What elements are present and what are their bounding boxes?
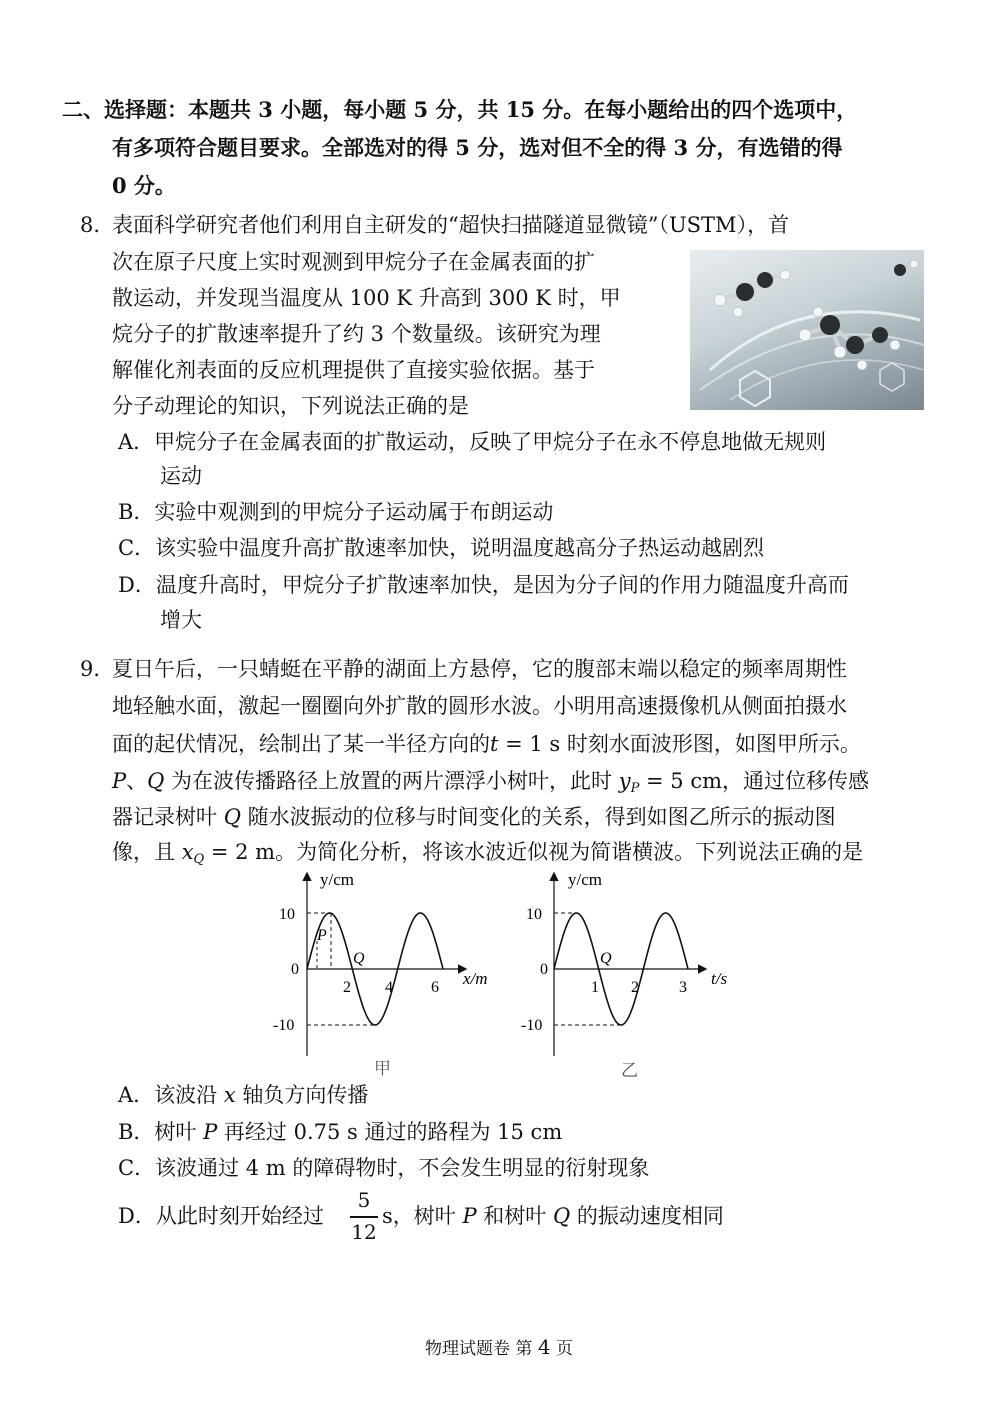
caption-yi: 乙 xyxy=(621,1061,638,1080)
q8-option-d-cont: 增大 xyxy=(160,608,202,632)
q8-stem-line: 散运动，并发现当温度从 100 K 升高到 300 K 时，甲 xyxy=(112,286,621,310)
text: B．树叶 xyxy=(118,1120,204,1144)
q9-number: 9． xyxy=(80,657,115,681)
page-number: 4 xyxy=(537,1335,551,1359)
section-heading-line3: 0 分。 xyxy=(112,173,176,198)
text: A．该波沿 xyxy=(118,1083,224,1107)
yi-ylabel: y/cm xyxy=(568,870,602,889)
jia-point-q: Q xyxy=(353,950,365,967)
yi-point-q: Q xyxy=(600,950,612,967)
text: 轴负方向传播 xyxy=(235,1083,369,1107)
var-y: y xyxy=(618,769,631,793)
text: 、 xyxy=(126,769,148,793)
var-Q: Q xyxy=(552,1204,571,1228)
footer-suffix: 页 xyxy=(550,1339,573,1359)
text: 再经过 0.75 s 通过的路程为 15 cm xyxy=(217,1120,563,1144)
jia-xtick: 2 xyxy=(343,979,351,996)
fraction-denominator: 12 xyxy=(351,1220,377,1244)
var-Q: Q xyxy=(147,769,165,793)
yi-ytick: -10 xyxy=(521,1017,543,1034)
figure-jia xyxy=(273,870,488,1056)
var-x: x xyxy=(181,840,194,864)
figure-yi xyxy=(521,870,727,1056)
q8-option-a: A．甲烷分子在金属表面的扩散运动，反映了甲烷分子在永不停息地做无规则 xyxy=(118,430,827,454)
q8-option-d: D．温度升高时，甲烷分子扩散速率加快，是因为分子间的作用力随温度升高而 xyxy=(118,573,849,597)
text: 为在波传播路径上放置的两片漂浮小树叶，此时 xyxy=(164,769,619,793)
q9-stem-line: 地轻触水面，激起一圈圈向外扩散的圆形水波。小明用高速摄像机从侧面拍摄水 xyxy=(112,694,847,718)
q9-stem-line: 夏日午后，一只蜻蜓在平静的湖面上方悬停，它的腹部末端以稳定的频率周期性 xyxy=(112,657,847,681)
text: 随水波振动的位移与时间变化的关系，得到如图乙所示的振动图 xyxy=(240,805,836,829)
fraction-bar xyxy=(350,1216,378,1218)
yi-ytick: 10 xyxy=(526,906,542,923)
q9-option-b xyxy=(118,1118,562,1146)
jia-ytick: -10 xyxy=(273,1017,295,1034)
q8-option-a-cont: 运动 xyxy=(160,464,202,488)
section-heading-line2: 有多项符合题目要求。全部选对的得 5 分，选对但不全的得 3 分，有选错的得 xyxy=(112,135,843,160)
var-P: P xyxy=(112,769,127,793)
yi-xtick: 3 xyxy=(679,979,687,996)
yi-xlabel: t/s xyxy=(711,969,728,988)
var-P: P xyxy=(203,1120,218,1144)
yi-ytick: 0 xyxy=(540,961,548,978)
molecule-illustration xyxy=(690,250,924,410)
q9-stem-line xyxy=(112,767,869,803)
jia-ytick: 10 xyxy=(279,906,295,923)
q9-stem-line xyxy=(112,730,861,758)
jia-point-p: P xyxy=(317,927,327,944)
q9-option-d-rest xyxy=(382,1202,724,1230)
yi-xtick: 1 xyxy=(591,979,599,996)
q8-option-c: C．该实验中温度升高扩散速率加快，说明温度越高分子热运动越剧烈 xyxy=(118,536,765,560)
q9-option-a xyxy=(118,1081,368,1109)
subscript-P: P xyxy=(630,781,640,796)
jia-xtick: 6 xyxy=(431,979,439,996)
yi-xtick: 2 xyxy=(631,979,639,996)
var-Q: Q xyxy=(223,805,241,829)
text: 器记录树叶 xyxy=(112,805,224,829)
section-heading-line1: 二、选择题：本题共 3 小题，每小题 5 分，共 15 分。在每小题给出的四个选项中， xyxy=(62,97,858,122)
jia-xtick: 4 xyxy=(385,979,393,996)
q9-option-d-lead: D．从此时刻开始经过 xyxy=(118,1204,324,1228)
text: = 5 cm，通过位移传感 xyxy=(639,769,869,793)
q8-stem-line: 次在原子尺度上实时观测到甲烷分子在金属表面的扩 xyxy=(112,250,595,274)
caption-jia: 甲 xyxy=(374,1059,391,1078)
page-footer xyxy=(0,1334,998,1359)
subscript-Q: Q xyxy=(193,852,205,867)
molecule-photo xyxy=(690,250,924,410)
text: 面的起伏情况，绘制出了某一半径方向的 xyxy=(112,732,490,756)
text: = 2 m。为简化分析，将该水波近似视为简谐横波。下列说法正确的是 xyxy=(204,840,864,864)
var-t: t xyxy=(490,732,499,756)
q9-stem-line xyxy=(112,803,836,831)
jia-ylabel: y/cm xyxy=(320,870,354,889)
q8-option-b: B．实验中观测到的甲烷分子运动属于布朗运动 xyxy=(118,500,554,524)
q8-stem-line: 烷分子的扩散速率提升了约 3 个数量级。该研究为理 xyxy=(112,322,601,346)
q8-stem-line: 分子动理论的知识，下列说法正确的是 xyxy=(112,394,469,418)
var-x: x xyxy=(223,1083,236,1107)
text: s，树叶 xyxy=(382,1204,463,1228)
q8-stem-line: 表面科学研究者他们利用自主研发的“超快扫描隧道显微镜”（USTM），首 xyxy=(112,213,790,237)
jia-xlabel: x/m xyxy=(463,969,488,988)
text: 和树叶 xyxy=(476,1204,553,1228)
jia-ytick: 0 xyxy=(291,961,299,978)
text: = 1 s 时刻水面波形图，如图甲所示。 xyxy=(498,732,861,756)
q8-stem-line: 解催化剂表面的反应机理提供了直接实验依据。基于 xyxy=(112,358,595,382)
fraction-numerator: 5 xyxy=(357,1188,371,1212)
footer-prefix: 物理试题卷 第 xyxy=(425,1339,538,1359)
text: 像，且 xyxy=(112,840,182,864)
text: 的振动速度相同 xyxy=(570,1204,724,1228)
var-P: P xyxy=(462,1204,477,1228)
wave-figures xyxy=(265,868,745,1083)
q9-option-c: C．该波通过 4 m 的障碍物时，不会发生明显的衍射现象 xyxy=(118,1156,650,1180)
q8-number: 8． xyxy=(80,213,115,237)
